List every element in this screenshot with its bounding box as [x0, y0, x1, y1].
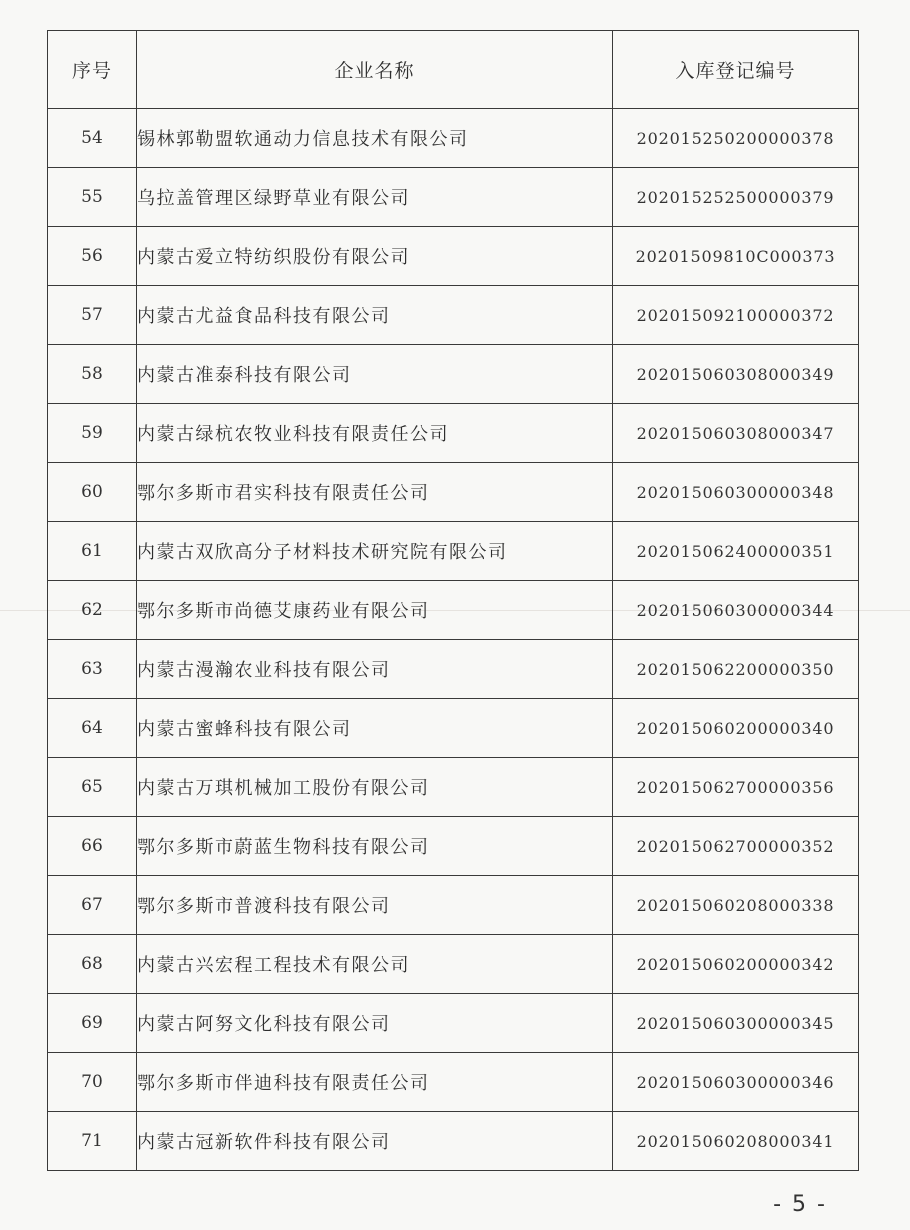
- table-row: [48, 994, 859, 1053]
- row-enterprise-name: 内蒙古爱立特纺织股份有限公司: [137, 227, 613, 286]
- table-row: [48, 640, 859, 699]
- row-seq: 58: [48, 345, 137, 404]
- row-registration-code: 202015060300000348: [613, 463, 859, 522]
- table-row: [48, 404, 859, 463]
- row-registration-code: 202015062700000356: [613, 758, 859, 817]
- table-row: [48, 227, 859, 286]
- row-registration-code: 202015060200000342: [613, 935, 859, 994]
- row-enterprise-name: 内蒙古漫瀚农业科技有限公司: [137, 640, 613, 699]
- table-row: [48, 463, 859, 522]
- enterprise-registry-table: [47, 30, 859, 1171]
- table-row: [48, 109, 859, 168]
- row-registration-code: 20201509810C000373: [613, 227, 859, 286]
- table-row: [48, 876, 859, 935]
- row-seq: 63: [48, 640, 137, 699]
- row-registration-code: 202015062700000352: [613, 817, 859, 876]
- header-enterprise-name: 企业名称: [137, 31, 613, 109]
- row-registration-code: 202015060300000344: [613, 581, 859, 640]
- row-seq: 62: [48, 581, 137, 640]
- header-registration-code: 入库登记编号: [613, 31, 859, 109]
- row-seq: 61: [48, 522, 137, 581]
- row-registration-code: 202015060300000346: [613, 1053, 859, 1112]
- row-seq: 55: [48, 168, 137, 227]
- table-row: [48, 581, 859, 640]
- table-row: [48, 286, 859, 345]
- row-seq: 59: [48, 404, 137, 463]
- row-enterprise-name: 鄂尔多斯市蔚蓝生物科技有限公司: [137, 817, 613, 876]
- row-seq: 56: [48, 227, 137, 286]
- row-registration-code: 202015060308000349: [613, 345, 859, 404]
- table-row: [48, 1053, 859, 1112]
- row-seq: 70: [48, 1053, 137, 1112]
- row-registration-code: 202015060200000340: [613, 699, 859, 758]
- row-registration-code: 202015060308000347: [613, 404, 859, 463]
- row-enterprise-name: 内蒙古绿杭农牧业科技有限责任公司: [137, 404, 613, 463]
- row-enterprise-name: 鄂尔多斯市伴迪科技有限责任公司: [137, 1053, 613, 1112]
- row-registration-code: 202015060300000345: [613, 994, 859, 1053]
- table-row: [48, 345, 859, 404]
- table-row: [48, 817, 859, 876]
- row-enterprise-name: 内蒙古阿努文化科技有限公司: [137, 994, 613, 1053]
- header-seq: 序号: [48, 31, 137, 109]
- row-seq: 68: [48, 935, 137, 994]
- row-registration-code: 202015062200000350: [613, 640, 859, 699]
- row-registration-code: 202015060208000341: [613, 1112, 859, 1171]
- row-enterprise-name: 鄂尔多斯市尚德艾康药业有限公司: [137, 581, 613, 640]
- row-seq: 57: [48, 286, 137, 345]
- row-seq: 71: [48, 1112, 137, 1171]
- row-registration-code: 202015252500000379: [613, 168, 859, 227]
- row-enterprise-name: 内蒙古双欣高分子材料技术研究院有限公司: [137, 522, 613, 581]
- row-seq: 65: [48, 758, 137, 817]
- row-enterprise-name: 内蒙古尤益食品科技有限公司: [137, 286, 613, 345]
- row-seq: 67: [48, 876, 137, 935]
- page-number: - 5 -: [773, 1192, 827, 1217]
- row-enterprise-name: 鄂尔多斯市君实科技有限责任公司: [137, 463, 613, 522]
- table-row: [48, 522, 859, 581]
- row-enterprise-name: 鄂尔多斯市普渡科技有限公司: [137, 876, 613, 935]
- row-enterprise-name: 内蒙古准泰科技有限公司: [137, 345, 613, 404]
- table-row: [48, 1112, 859, 1171]
- row-registration-code: 202015092100000372: [613, 286, 859, 345]
- row-enterprise-name: 乌拉盖管理区绿野草业有限公司: [137, 168, 613, 227]
- row-seq: 69: [48, 994, 137, 1053]
- row-seq: 64: [48, 699, 137, 758]
- row-enterprise-name: 内蒙古冠新软件科技有限公司: [137, 1112, 613, 1171]
- row-registration-code: 202015060208000338: [613, 876, 859, 935]
- table-row: [48, 935, 859, 994]
- row-registration-code: 202015250200000378: [613, 109, 859, 168]
- table-header-row: [48, 31, 859, 109]
- row-enterprise-name: 内蒙古兴宏程工程技术有限公司: [137, 935, 613, 994]
- row-seq: 54: [48, 109, 137, 168]
- row-enterprise-name: 内蒙古万琪机械加工股份有限公司: [137, 758, 613, 817]
- table-row: [48, 168, 859, 227]
- table-row: [48, 758, 859, 817]
- row-registration-code: 202015062400000351: [613, 522, 859, 581]
- table-row: [48, 699, 859, 758]
- row-seq: 60: [48, 463, 137, 522]
- row-enterprise-name: 锡林郭勒盟软通动力信息技术有限公司: [137, 109, 613, 168]
- row-seq: 66: [48, 817, 137, 876]
- row-enterprise-name: 内蒙古蜜蜂科技有限公司: [137, 699, 613, 758]
